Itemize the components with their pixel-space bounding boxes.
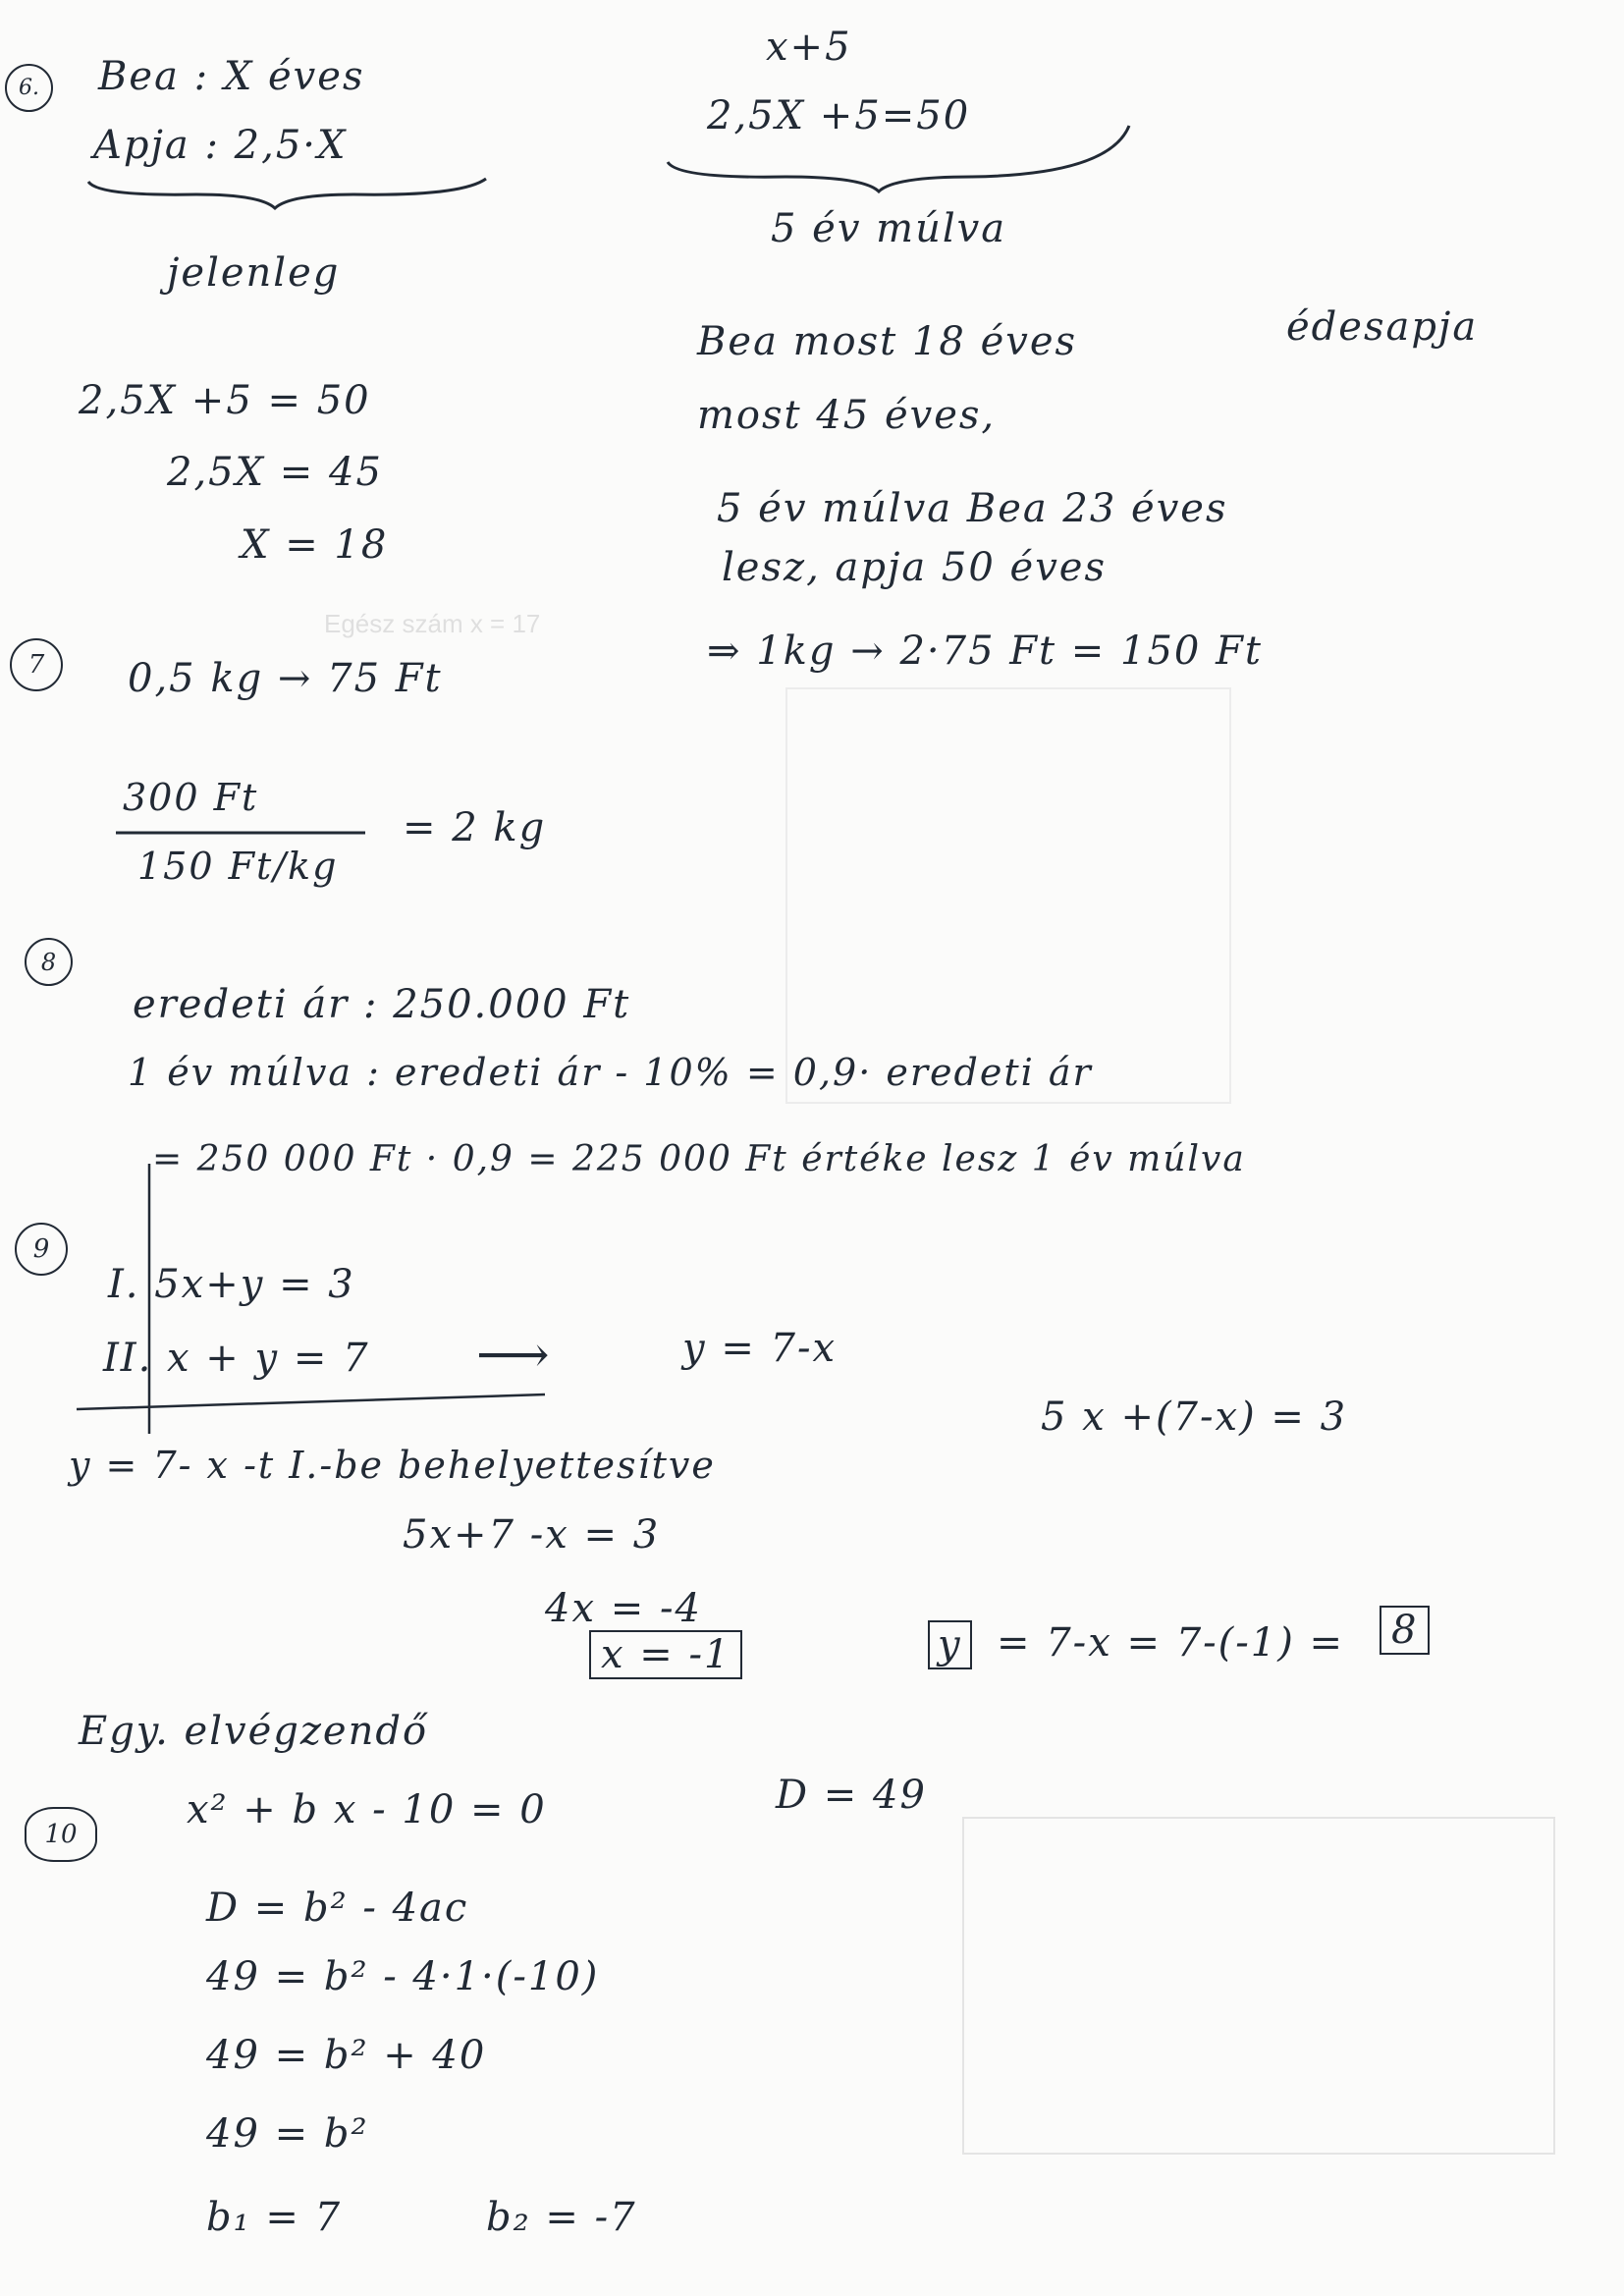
p10-step4: 49 = b² (206, 2111, 369, 2157)
p9-substitution-equation: 5 x +(7-x) = 3 (1041, 1394, 1348, 1440)
p6-answer3: 5 év múlva Bea 23 éves (717, 486, 1228, 531)
system-underline (77, 1394, 545, 1409)
p7-fraction-numerator: 300 Ft (123, 776, 259, 819)
p9-eq1: I. 5x+y = 3 (108, 1262, 355, 1307)
p9-conclusion: Egy. elvégzendő (79, 1709, 429, 1754)
p10-step2: 49 = b² - 4·1·(-10) (206, 1954, 600, 1999)
p10-root1: b₁ = 7 (206, 2195, 343, 2240)
problem-number-8: 8 (25, 938, 73, 986)
p6-line1: Bea : X éves (98, 54, 365, 99)
p6-answer4: lesz, apja 50 éves (722, 545, 1107, 590)
p10-step3: 49 = b² + 40 (206, 2033, 487, 2078)
p6-top-right1: x+5 (766, 25, 852, 70)
p7-result: = 2 kg (403, 805, 547, 850)
p6-note-right: 5 év múlva (771, 206, 1007, 251)
problem-number-6: 6. (5, 64, 53, 112)
p9-substitution: y = 7-x (682, 1326, 838, 1371)
p6-answer1b: édesapja (1286, 304, 1479, 350)
p8-line2: 1 év múlva : eredeti ár - 10% = 0,9· eredeti ár (128, 1051, 1093, 1094)
p7-line1: 0,5 kg → 75 Ft (128, 656, 443, 701)
p6-calc1: 2,5X +5 = 50 (79, 378, 371, 423)
p9-x-result: x = -1 (589, 1630, 742, 1679)
p9-y-label: y (928, 1620, 972, 1669)
p6-calc2: 2,5X = 45 (167, 450, 383, 495)
p7-line2: ⇒ 1kg → 2·75 Ft = 150 Ft (707, 629, 1263, 674)
p10-step1: D = b² - 4ac (206, 1886, 469, 1931)
p6-calc3: X = 18 (241, 522, 389, 568)
p6-answer2: most 45 éves, (697, 393, 997, 438)
p9-step1: 5x+7 -x = 3 (403, 1512, 661, 1558)
p9-step2: 4x = -4 (545, 1586, 702, 1631)
p9-substitution-line: y = 7- x -t I.-be behelyettesítve (69, 1444, 716, 1487)
problem-number-7: 7 (10, 638, 63, 691)
p6-top-right2: 2,5X +5=50 (707, 93, 971, 138)
p6-note-left: jelenleg (167, 250, 341, 296)
p7-fraction-denominator: 150 Ft/kg (137, 845, 339, 888)
p9-y-value: 8 (1380, 1606, 1430, 1655)
p9-arrow: ⟶ (476, 1326, 552, 1385)
p10-root2: b₂ = -7 (486, 2195, 637, 2240)
bleed-through-text: Egész szám x = 17 (324, 609, 541, 638)
problem-number-9: 9 (15, 1223, 68, 1276)
p8-line3: = 250 000 Ft · 0,9 = 225 000 Ft értéke lesz 1 év múlva (152, 1139, 1246, 1179)
p9-eq2: II. x + y = 7 (103, 1336, 370, 1381)
p10-given: D = 49 (776, 1773, 927, 1818)
p9-y-calculation: = 7-x = 7-(-1) = (997, 1620, 1345, 1666)
p6-answer1: Bea most 18 éves (697, 319, 1078, 364)
brace-left (88, 179, 486, 208)
problem-number-10: 10 (25, 1807, 97, 1862)
p8-line1: eredeti ár : 250.000 Ft (133, 982, 631, 1027)
p10-equation: x² + b x - 10 = 0 (187, 1787, 547, 1832)
p6-line2: Apja : 2,5·X (93, 123, 348, 168)
